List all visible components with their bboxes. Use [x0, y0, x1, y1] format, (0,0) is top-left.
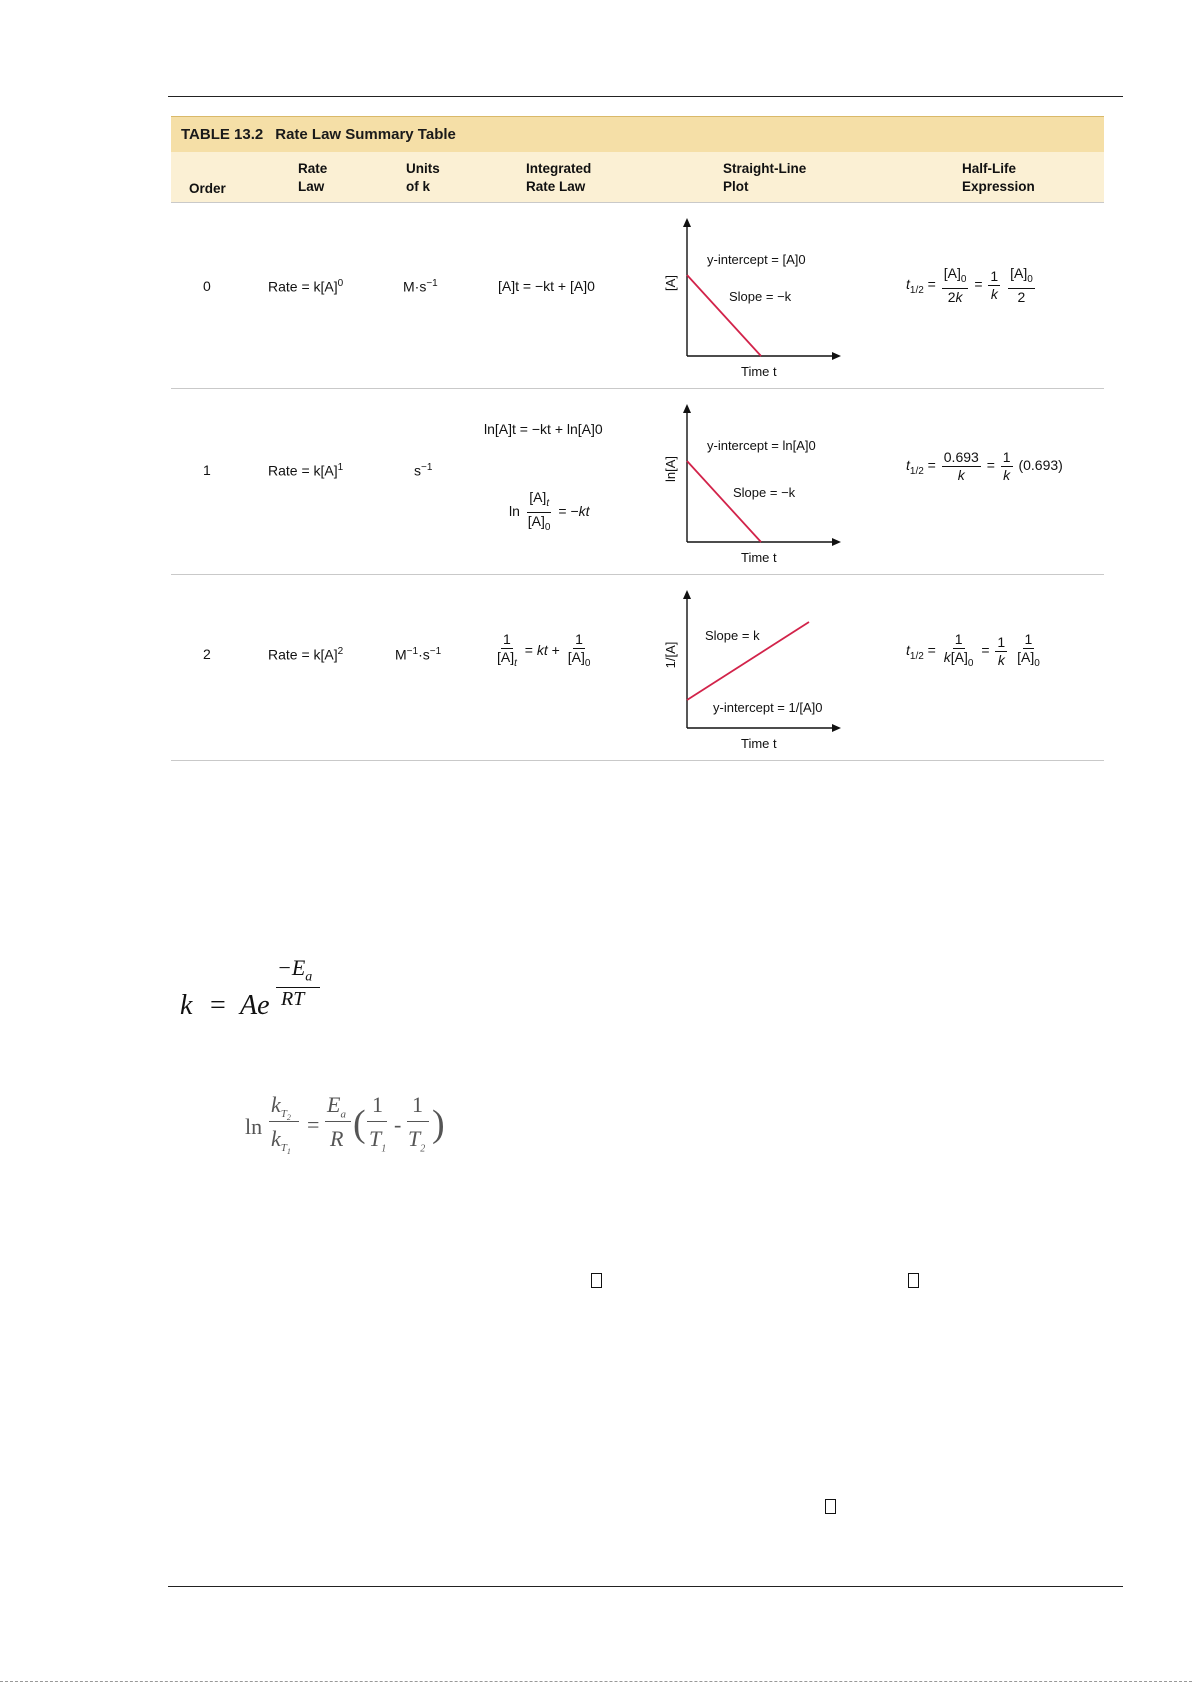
row1-units-exp: −1	[421, 462, 433, 473]
row0-units	[403, 278, 438, 295]
row0-plot-y-label: [A]	[663, 275, 678, 291]
header-plot-line2: Plot	[723, 179, 749, 194]
row0-units-exp: −1	[426, 278, 438, 289]
header-rate-law	[298, 160, 327, 196]
header-integrated-line2: Rate Law	[526, 179, 586, 194]
two-temperature-arrhenius-equation: ln $k_{T_2}$ $k_{T_1}$ = $E_a$ R ( 1 $T_1$ - 1 $T_2$ )	[245, 1092, 445, 1157]
row1-integrated: ln[A]t = −kt + ln[A]0	[484, 421, 603, 437]
header-units	[406, 160, 440, 196]
row1-plot-x-arrow	[832, 538, 841, 546]
row2-straight-line-plot	[661, 580, 861, 755]
row2-units2-exp: −1	[429, 646, 442, 657]
row1-units	[414, 462, 432, 479]
row2-integrated: $\frac{1}{[A]_t}$ = kt + $\frac{1}{[A]_0}$	[497, 631, 591, 669]
row2-plot-x-label: Time t	[741, 736, 777, 751]
row0-units-base: M·s	[403, 278, 427, 295]
row2-units	[395, 646, 441, 663]
row1-plot-y-arrow	[683, 404, 691, 413]
row2-rate-law-exp: 2	[337, 646, 344, 657]
row1-plot-data-line	[687, 461, 761, 542]
row0-straight-line-plot	[661, 208, 861, 383]
row1-integrated-alt: ln $\frac{[A]_t}{[A]_0}$ = −kt	[509, 489, 590, 533]
row0-plot-x-label: Time t	[741, 364, 777, 379]
row0-rate-law	[268, 278, 343, 295]
table-row-order-1	[171, 389, 1104, 575]
row0-plot-data-line	[687, 275, 761, 356]
header-rate-law-line1: Rate	[298, 161, 328, 176]
row2-rate-law	[268, 646, 343, 663]
row2-plot-x-arrow	[832, 724, 841, 732]
table-row-order-2	[171, 575, 1104, 761]
row2-units2-base: ·s	[418, 646, 430, 663]
header-half-life-line1: Half-Life	[962, 161, 1016, 176]
row0-plot-slope-label: Slope = −k	[729, 289, 792, 304]
rate-law-summary-table	[171, 116, 1104, 762]
row0-plot-y-arrow	[683, 218, 691, 227]
row0-order: 0	[203, 278, 211, 294]
row2-plot-y-label: 1/[A]	[663, 641, 678, 669]
header-half-life	[962, 160, 1035, 196]
header-integrated	[526, 160, 591, 196]
row0-plot-intercept-label: y-intercept = [A]0	[707, 252, 806, 267]
table-header-row	[171, 152, 1104, 203]
header-half-life-line2: Expression	[962, 179, 1035, 194]
header-plot-line1: Straight-Line	[723, 161, 807, 176]
row0-half-life: $t_{1/2}$ = $\frac{[A]_0}{2k}$ = $\frac{1}{k}$ $\frac{[A]_0}{2}$	[906, 265, 1033, 305]
row2-units-exp: −1	[406, 646, 419, 657]
row2-half-life: $t_{1/2}$ = $\frac{1}{k[A]_0}$ = $\frac{1}{k}$ $\frac{1}{[A]_0}$	[906, 631, 1040, 669]
row2-order: 2	[203, 646, 211, 662]
row0-plot-x-arrow	[832, 352, 841, 360]
row1-rate-law	[268, 462, 343, 479]
row2-plot-slope-label: Slope = k	[705, 628, 760, 643]
page-bottom-rule	[168, 1586, 1123, 1587]
missing-glyph-box	[908, 1273, 919, 1288]
header-units-line1: Units	[406, 161, 440, 176]
page-top-rule	[168, 96, 1123, 97]
header-plot	[723, 160, 806, 196]
row2-units-base: M	[395, 646, 407, 663]
row0-integrated: [A]t = −kt + [A]0	[498, 278, 595, 294]
row2-plot-y-arrow	[683, 590, 691, 599]
row1-plot-intercept-label: y-intercept = ln[A]0	[707, 438, 816, 453]
page-footer-dash-rule	[0, 1681, 1192, 1682]
table-label: TABLE 13.2	[181, 126, 264, 143]
table-row-order-0	[171, 203, 1104, 389]
arrhenius-equation: k = Ae $-E_a$ RT	[180, 955, 340, 1030]
row1-plot-slope-label: Slope = −k	[733, 485, 796, 500]
header-order: Order	[189, 181, 226, 196]
row2-plot-intercept-label: y-intercept = 1/[A]0	[713, 700, 823, 715]
row1-units-base: s	[414, 462, 421, 479]
header-units-line2: of k	[406, 179, 431, 194]
row1-plot-y-label: ln[A]	[663, 455, 678, 483]
row1-order: 1	[203, 462, 211, 478]
row1-rate-law-exp: 1	[337, 462, 344, 473]
row0-rate-law-exp: 0	[337, 278, 344, 289]
missing-glyph-box	[591, 1273, 602, 1288]
row1-half-life: $t_{1/2}$ = $\frac{0.693}{k}$ = $\frac{1}{k}$ (0.693)	[906, 449, 1063, 483]
row1-rate-law-text: Rate = k[A]	[268, 462, 338, 479]
row0-rate-law-text: Rate = k[A]	[268, 278, 338, 295]
row1-plot-x-label: Time t	[741, 550, 777, 565]
header-rate-law-line2: Law	[298, 179, 325, 194]
header-integrated-line1: Integrated	[526, 161, 592, 176]
missing-glyph-box	[825, 1499, 836, 1514]
row2-rate-law-text: Rate = k[A]	[268, 646, 338, 663]
row1-straight-line-plot	[661, 394, 861, 569]
table-title: Rate Law Summary Table	[275, 126, 456, 143]
table-title-bar	[171, 116, 1104, 152]
